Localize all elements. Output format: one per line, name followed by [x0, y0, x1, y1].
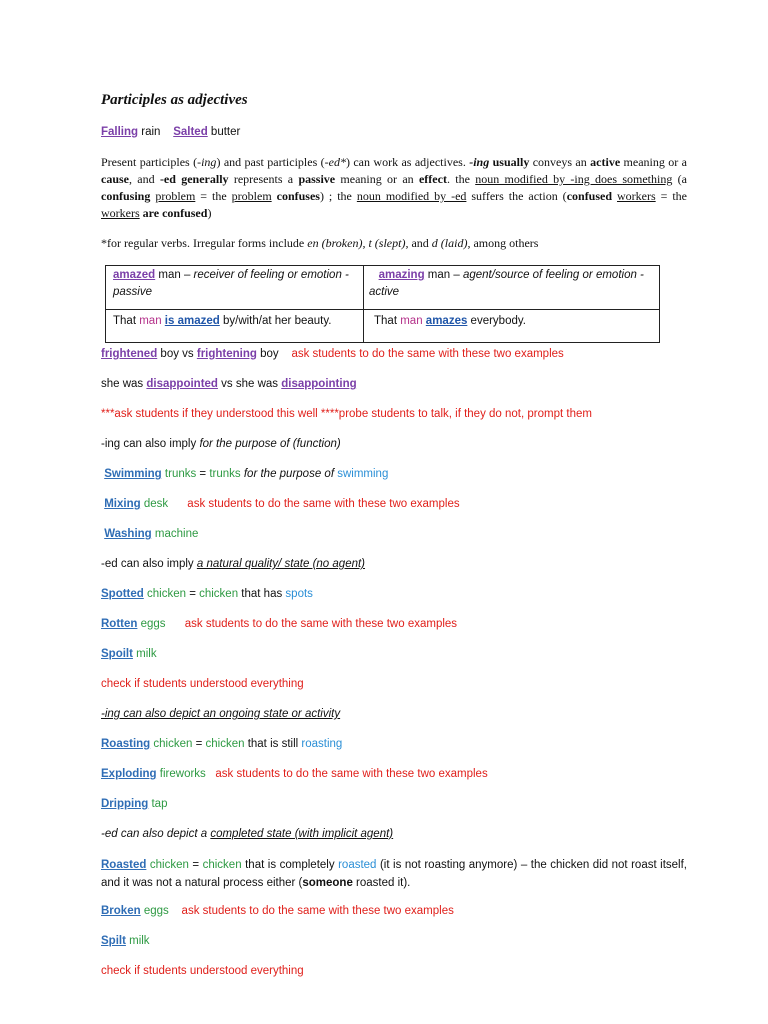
- cell-amazing: amazing man – agent/source of feeling or emotion - active: [369, 269, 644, 298]
- teacher-note-3: check if students understood everything: [101, 965, 304, 977]
- explanation-paragraph: Present participles (-ing) and past participles (-ed*) can work as adjectives. -ing usually conveys an active meaning or a cause, and -ed generally represents a passive meaning or an effect. the noun modified by -ing does something (a confusing problem = the problem confuses) ; the noun modified by -ed suffers the action (confused workers = the workers are confused): [101, 155, 688, 220]
- example-spotted: Spotted chicken = chicken that has spots: [101, 588, 313, 600]
- rule-ed-completed: -ed can also depict a completed state (with implicit agent): [101, 828, 394, 840]
- rule-ing-purpose: -ing can also imply for the purpose of (function): [101, 438, 341, 450]
- cell-is-amazed: That man is amazed by/with/at her beauty.: [113, 315, 332, 327]
- example-disappointed: she was disappointed vs she was disappointing: [101, 378, 357, 390]
- example-frightened: frightened boy vs frightening boy ask students to do the same with these two examples: [101, 348, 564, 360]
- rule-ed-natural: -ed can also imply a natural quality/ state (no agent): [101, 558, 366, 570]
- intro-examples: Falling rain Salted butter: [101, 126, 241, 138]
- example-roasted: Roasted chicken = chicken that is completely roasted (it is not roasting anymore) – the chicken did not roast itself, and it was not a natural process either (someone roasted it).: [101, 859, 688, 889]
- example-mixing: Mixing desk ask students to do the same with these two examples: [104, 498, 460, 510]
- rule-ing-ongoing: -ing can also depict an ongoing state or activity: [101, 708, 341, 720]
- comparison-table: [105, 265, 660, 343]
- teacher-note-2: check if students understood everything: [101, 678, 304, 690]
- example-rotten: Rotten eggs ask students to do the same with these two examples: [101, 618, 458, 630]
- example-dripping: Dripping tap: [101, 798, 168, 810]
- example-exploding: Exploding fireworks ask students to do the same with these two examples: [101, 768, 488, 780]
- example-spoilt: Spoilt milk: [101, 648, 157, 660]
- irregular-forms-note: *for regular verbs. Irregular forms include en (broken), t (slept), and d (laid), among others: [101, 236, 539, 250]
- cell-amazed: amazed man – receiver of feeling or emotion - passive: [113, 269, 349, 298]
- example-swimming: Swimming trunks = trunks for the purpose of swimming: [104, 468, 389, 480]
- word-salted: Salted: [173, 126, 208, 138]
- example-spilt: Spilt milk: [101, 935, 150, 947]
- example-broken: Broken eggs ask students to do the same with these two examples: [101, 905, 454, 917]
- word-falling: Falling: [101, 126, 139, 138]
- page-title: Participles as adjectives: [101, 92, 248, 108]
- cell-amazes: That man amazes everybody.: [374, 315, 526, 327]
- example-washing: Washing machine: [104, 528, 199, 540]
- teacher-note-1: ***ask students if they understood this well ****probe students to talk, if they do not, prompt them: [101, 408, 592, 420]
- example-roasting: Roasting chicken = chicken that is still roasting: [101, 738, 343, 750]
